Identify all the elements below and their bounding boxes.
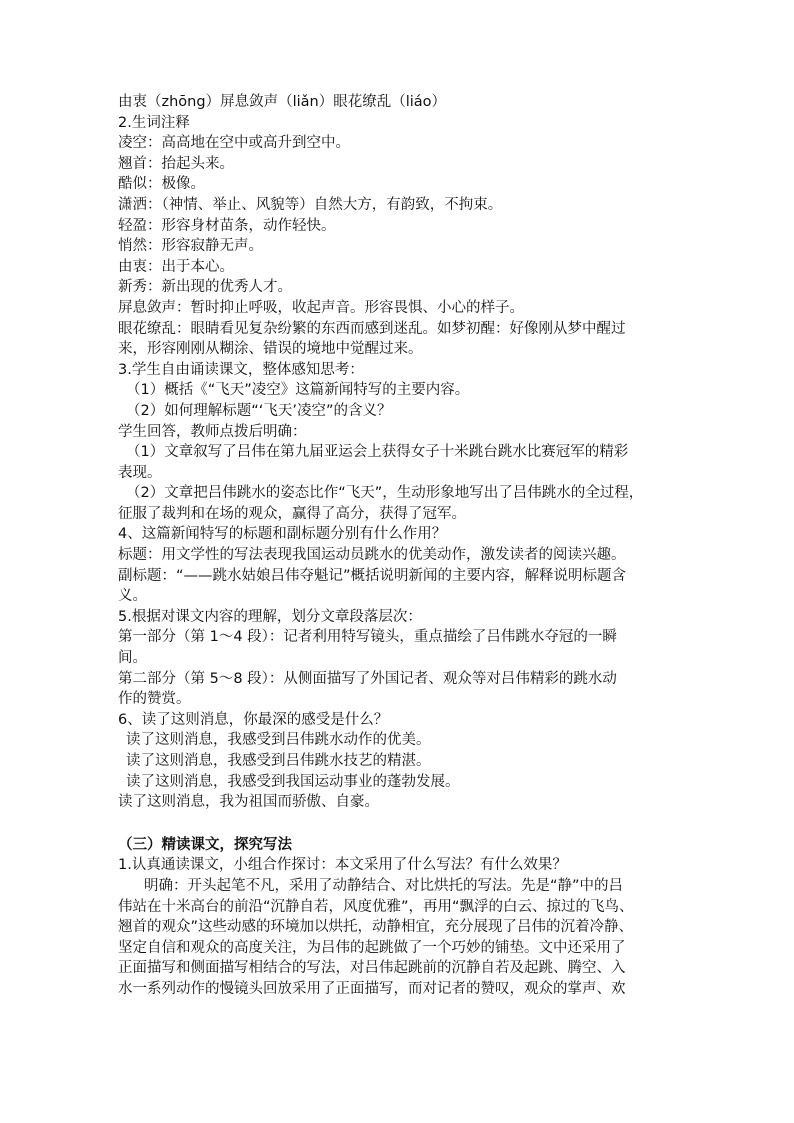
vocab-entry: 由衷：出于本心。 — [118, 258, 234, 275]
answer-text: 标题：用文学性的写法表现我国运动员跳水的优美动作，激发读者的阅读兴趣。 — [118, 547, 626, 564]
answer-text-cont: 表现。 — [118, 464, 162, 481]
section-heading: （三）精读课文，探究写法 — [118, 836, 292, 853]
task-question: （1）概括《“飞天”凌空》这篇新闻特写的主要内容。 — [126, 382, 470, 399]
answer-text-cont: 征服了裁判和在场的观众，赢得了高分，获得了冠军。 — [118, 505, 466, 522]
document-page — [118, 92, 690, 1000]
answer-paragraph-line: 正面描写和侧面描写相结合的写法，对吕伟起跳前的沉静自若及起跳、腾空、入 — [118, 960, 626, 977]
answer-text-cont: 作的赞赏。 — [118, 691, 191, 708]
vocab-entry-cont: 来，形容刚刚从糊涂、错误的境地中觉醒过来。 — [118, 341, 423, 358]
answer-text: 第一部分（第 1～4 段）：记者利用特写镜头，重点描绘了吕伟跳水夺冠的一瞬 — [118, 629, 617, 646]
vocab-entry: 悄然：形容寂静无声。 — [118, 238, 263, 255]
vocab-entry: 眼花缭乱：眼睛看见复杂纷繁的东西而感到迷乱。如梦初醒：好像刚从梦中醒过 — [118, 320, 626, 337]
answer-paragraph-line: 明确：开头起笔不凡，采用了动静结合、对比烘托的写法。先是“静”中的吕 — [144, 877, 624, 894]
pinyin-line: 由衷（zhōng）屏息敛声（liǎn）眼花缭乱（liáo） — [118, 94, 447, 110]
task-heading: 3.学生自由诵读课文，整体感知思考： — [118, 361, 364, 378]
vocab-entry: 屏息敛声：暂时抑止呼吸，收起声音。形容畏惧、小心的样子。 — [118, 299, 524, 316]
subheading-vocab: 2.生词注释 — [118, 114, 190, 131]
vocab-entry: 凌空：高高地在空中或高升到空中。 — [118, 135, 350, 152]
feeling-line: 读了这则消息，我感受到吕伟跳水技艺的精湛。 — [126, 753, 431, 769]
task-heading: 1.认真通读课文，小组合作探讨：本文采用了什么写法？有什么效果？ — [118, 857, 567, 874]
answer-paragraph-line: 伟站在十米高台的前沿“沉静自若，风度优雅”，再用“飘浮的白云、掠过的飞鸟、 — [118, 898, 634, 915]
answer-text: （1）文章叙写了吕伟在第九届亚运会上获得女子十米跳台跳水比赛冠军的精彩 — [126, 444, 629, 461]
vocab-entry: 酷似：极像。 — [118, 176, 205, 193]
answer-text: （2）文章把吕伟跳水的姿态比作“飞天”，生动形象地写出了吕伟跳水的全过程， — [126, 485, 644, 502]
answer-paragraph-line: 坚定自信和观众的高度关注，为吕伟的起跳做了一个巧妙的铺垫。文中还采用了 — [118, 939, 626, 956]
task-heading: 4、这篇新闻特写的标题和副标题分别有什么作用？ — [118, 526, 447, 543]
task-heading: 6、读了这则消息，你最深的感受是什么？ — [118, 711, 389, 728]
answer-text-cont: 间。 — [118, 650, 147, 667]
vocab-entry: 轻盈：形容身材苗条，动作轻快。 — [118, 217, 336, 234]
answer-paragraph-line: 水一系列动作的慢镜头回放采用了正面描写，而对记者的赞叹，观众的掌声、欢 — [118, 980, 626, 997]
answer-intro: 学生回答，教师点拨后明确： — [118, 423, 307, 440]
task-question: （2）如何理解标题“‘飞天’凌空”的含义？ — [126, 402, 392, 419]
feeling-line: 读了这则消息，我为祖国而骄傲、自豪。 — [118, 794, 379, 811]
answer-text: 第二部分（第 5～8 段）：从侧面描写了外国记者、观众等对吕伟精彩的跳水动 — [118, 670, 617, 687]
section-gap — [118, 813, 690, 835]
vocab-entry: 翘首：抬起头来。 — [118, 155, 234, 172]
answer-text-cont: 义。 — [118, 588, 147, 605]
feeling-line: 读了这则消息，我感受到我国运动事业的蓬勃发展。 — [126, 773, 460, 790]
vocab-entry: 新秀：新出现的优秀人才。 — [118, 279, 292, 296]
answer-paragraph-line: 翘首的观众”这些动感的环境加以烘托，动静相宜，充分展现了吕伟的沉着冷静、 — [118, 919, 634, 936]
task-heading: 5.根据对课文内容的理解，划分文章段落层次： — [118, 608, 422, 625]
feeling-line: 读了这则消息，我感受到吕伟跳水动作的优美。 — [126, 732, 431, 749]
answer-text: 副标题：“——跳水姑娘吕伟夺魁记”概括说明新闻的主要内容，解释说明标题含 — [118, 567, 627, 584]
vocab-entry: 潇洒：（神情、举止、风貌等）自然大方，有韵致，不拘束。 — [118, 196, 503, 213]
